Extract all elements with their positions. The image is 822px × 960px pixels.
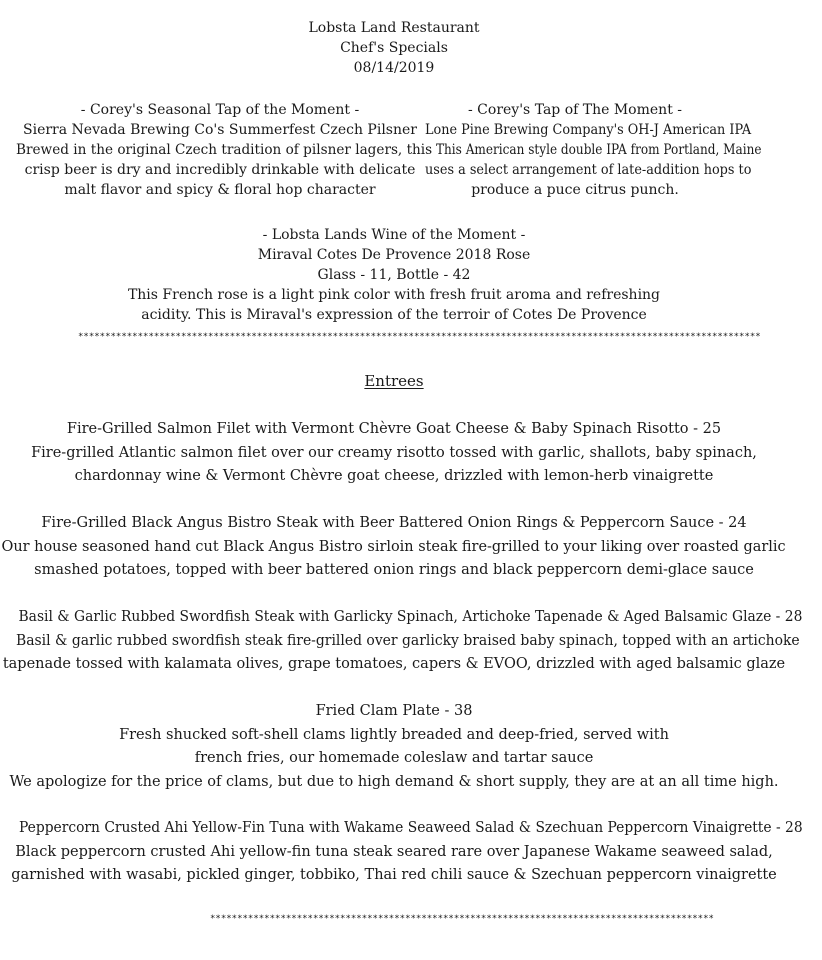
wine-price: Glass - 11, Bottle - 42 [317, 267, 471, 283]
menu-header [0, 18, 788, 78]
divider-top: ****************************************************************************************************************************** [78, 332, 761, 342]
entree-item [0, 418, 788, 489]
entree-title: Basil & Garlic Rubbed Swordfish Steak with Garlicky Spinach, Artichoke Tapenade & Aged Balsamic Glaze - 28 [18, 609, 803, 625]
restaurant-name: Lobsta Land Restaurant [308, 20, 480, 36]
wine-name: Miraval Cotes De Provence 2018 Rose [257, 247, 531, 263]
wine-desc-1: This French rose is a light pink color with fresh fruit aroma and refreshing [127, 287, 661, 303]
entrees-heading: Entrees [364, 372, 424, 390]
entree-desc: garnished with wasabi, pickled ginger, tobbiko, Thai red chili sauce & Szechuan peppercorn vinaigrette [11, 867, 777, 883]
entree-desc: Our house seasoned hand cut Black Angus Bistro sirloin steak fire-grilled to your liking over roasted garlic [1, 538, 787, 555]
entree-desc: chardonnay wine & Vermont Chèvre goat cheese, drizzled with lemon-herb vinaigrette [74, 468, 714, 484]
entree-desc: french fries, our homemade coleslaw and tartar sauce [194, 750, 594, 766]
entree-desc: Basil & garlic rubbed swordfish steak fire-grilled over garlicky braised baby spinach, topped with an artichoke [15, 632, 800, 649]
entree-title: Fried Clam Plate - 38 [315, 703, 473, 719]
wine-section [0, 225, 788, 325]
tap-left-desc-2: crisp beer is dry and incredibly drinkable with delicate [24, 162, 416, 178]
tap-left-heading: - Corey's Seasonal Tap of the Moment - [80, 102, 360, 118]
divider-bottom: ********************************************************************************************* [210, 914, 714, 924]
tap-left-desc-1: Brewed in the original Czech tradition of pilsner lagers, this [15, 142, 433, 158]
tap-right-desc-2: uses a select arrangement of late-addition hops to [425, 162, 752, 178]
entree-desc: tapenade tossed with kalamata olives, grape tomatoes, capers & EVOO, drizzled with aged balsamic glaze [2, 656, 786, 672]
entree-desc: smashed potatoes, topped with beer battered onion rings and black peppercorn demi-glace sauce [34, 562, 754, 578]
entree-title: Fire-Grilled Salmon Filet with Vermont Chèvre Goat Cheese & Baby Spinach Risotto - 25 [66, 421, 722, 437]
menu-subtitle: Chef's Specials [340, 40, 448, 56]
tap-right-beer: Lone Pine Brewing Company's OH-J American IPA [425, 122, 752, 138]
tap-right-desc-1: This American style double IPA from Portland, Maine [435, 142, 762, 158]
tap-right-section [410, 100, 762, 200]
entree-title: Peppercorn Crusted Ahi Yellow-Fin Tuna with Wakame Seaweed Salad & Szechuan Peppercorn Vinaigrette - 28 [18, 820, 803, 836]
entree-desc: Fresh shucked soft-shell clams lightly breaded and deep-fried, served with [119, 726, 669, 743]
tap-left-section [10, 100, 433, 200]
tap-left-desc-3: malt flavor and spicy & floral hop character [64, 182, 376, 198]
entree-desc: Fire-grilled Atlantic salmon filet over our creamy risotto tossed with garlic, shallots, baby spinach, [31, 444, 757, 461]
tap-right-desc-3: produce a puce citrus punch. [471, 182, 679, 198]
wine-heading: - Lobsta Lands Wine of the Moment - [262, 227, 526, 243]
entree-item [0, 606, 803, 677]
menu-date: 08/14/2019 [353, 60, 435, 76]
entree-item [0, 512, 788, 583]
tap-left-beer: Sierra Nevada Brewing Co's Summerfest Czech Pilsner [23, 122, 417, 138]
entree-desc: We apologize for the price of clams, but due to high demand & short supply, they are at an all time high. [9, 773, 779, 790]
entree-item [0, 817, 803, 888]
entree-title: Fire-Grilled Black Angus Bistro Steak with Beer Battered Onion Rings & Peppercorn Sauce - 24 [41, 515, 747, 531]
entree-desc: Black peppercorn crusted Ahi yellow-fin tuna steak seared rare over Japanese Wakame seaweed salad, [15, 843, 773, 860]
entree-item [0, 700, 788, 794]
tap-right-heading: - Corey's Tap of The Moment - [468, 102, 682, 118]
wine-desc-2: acidity. This is Miraval's expression of the terroir of Cotes De Provence [141, 307, 647, 323]
